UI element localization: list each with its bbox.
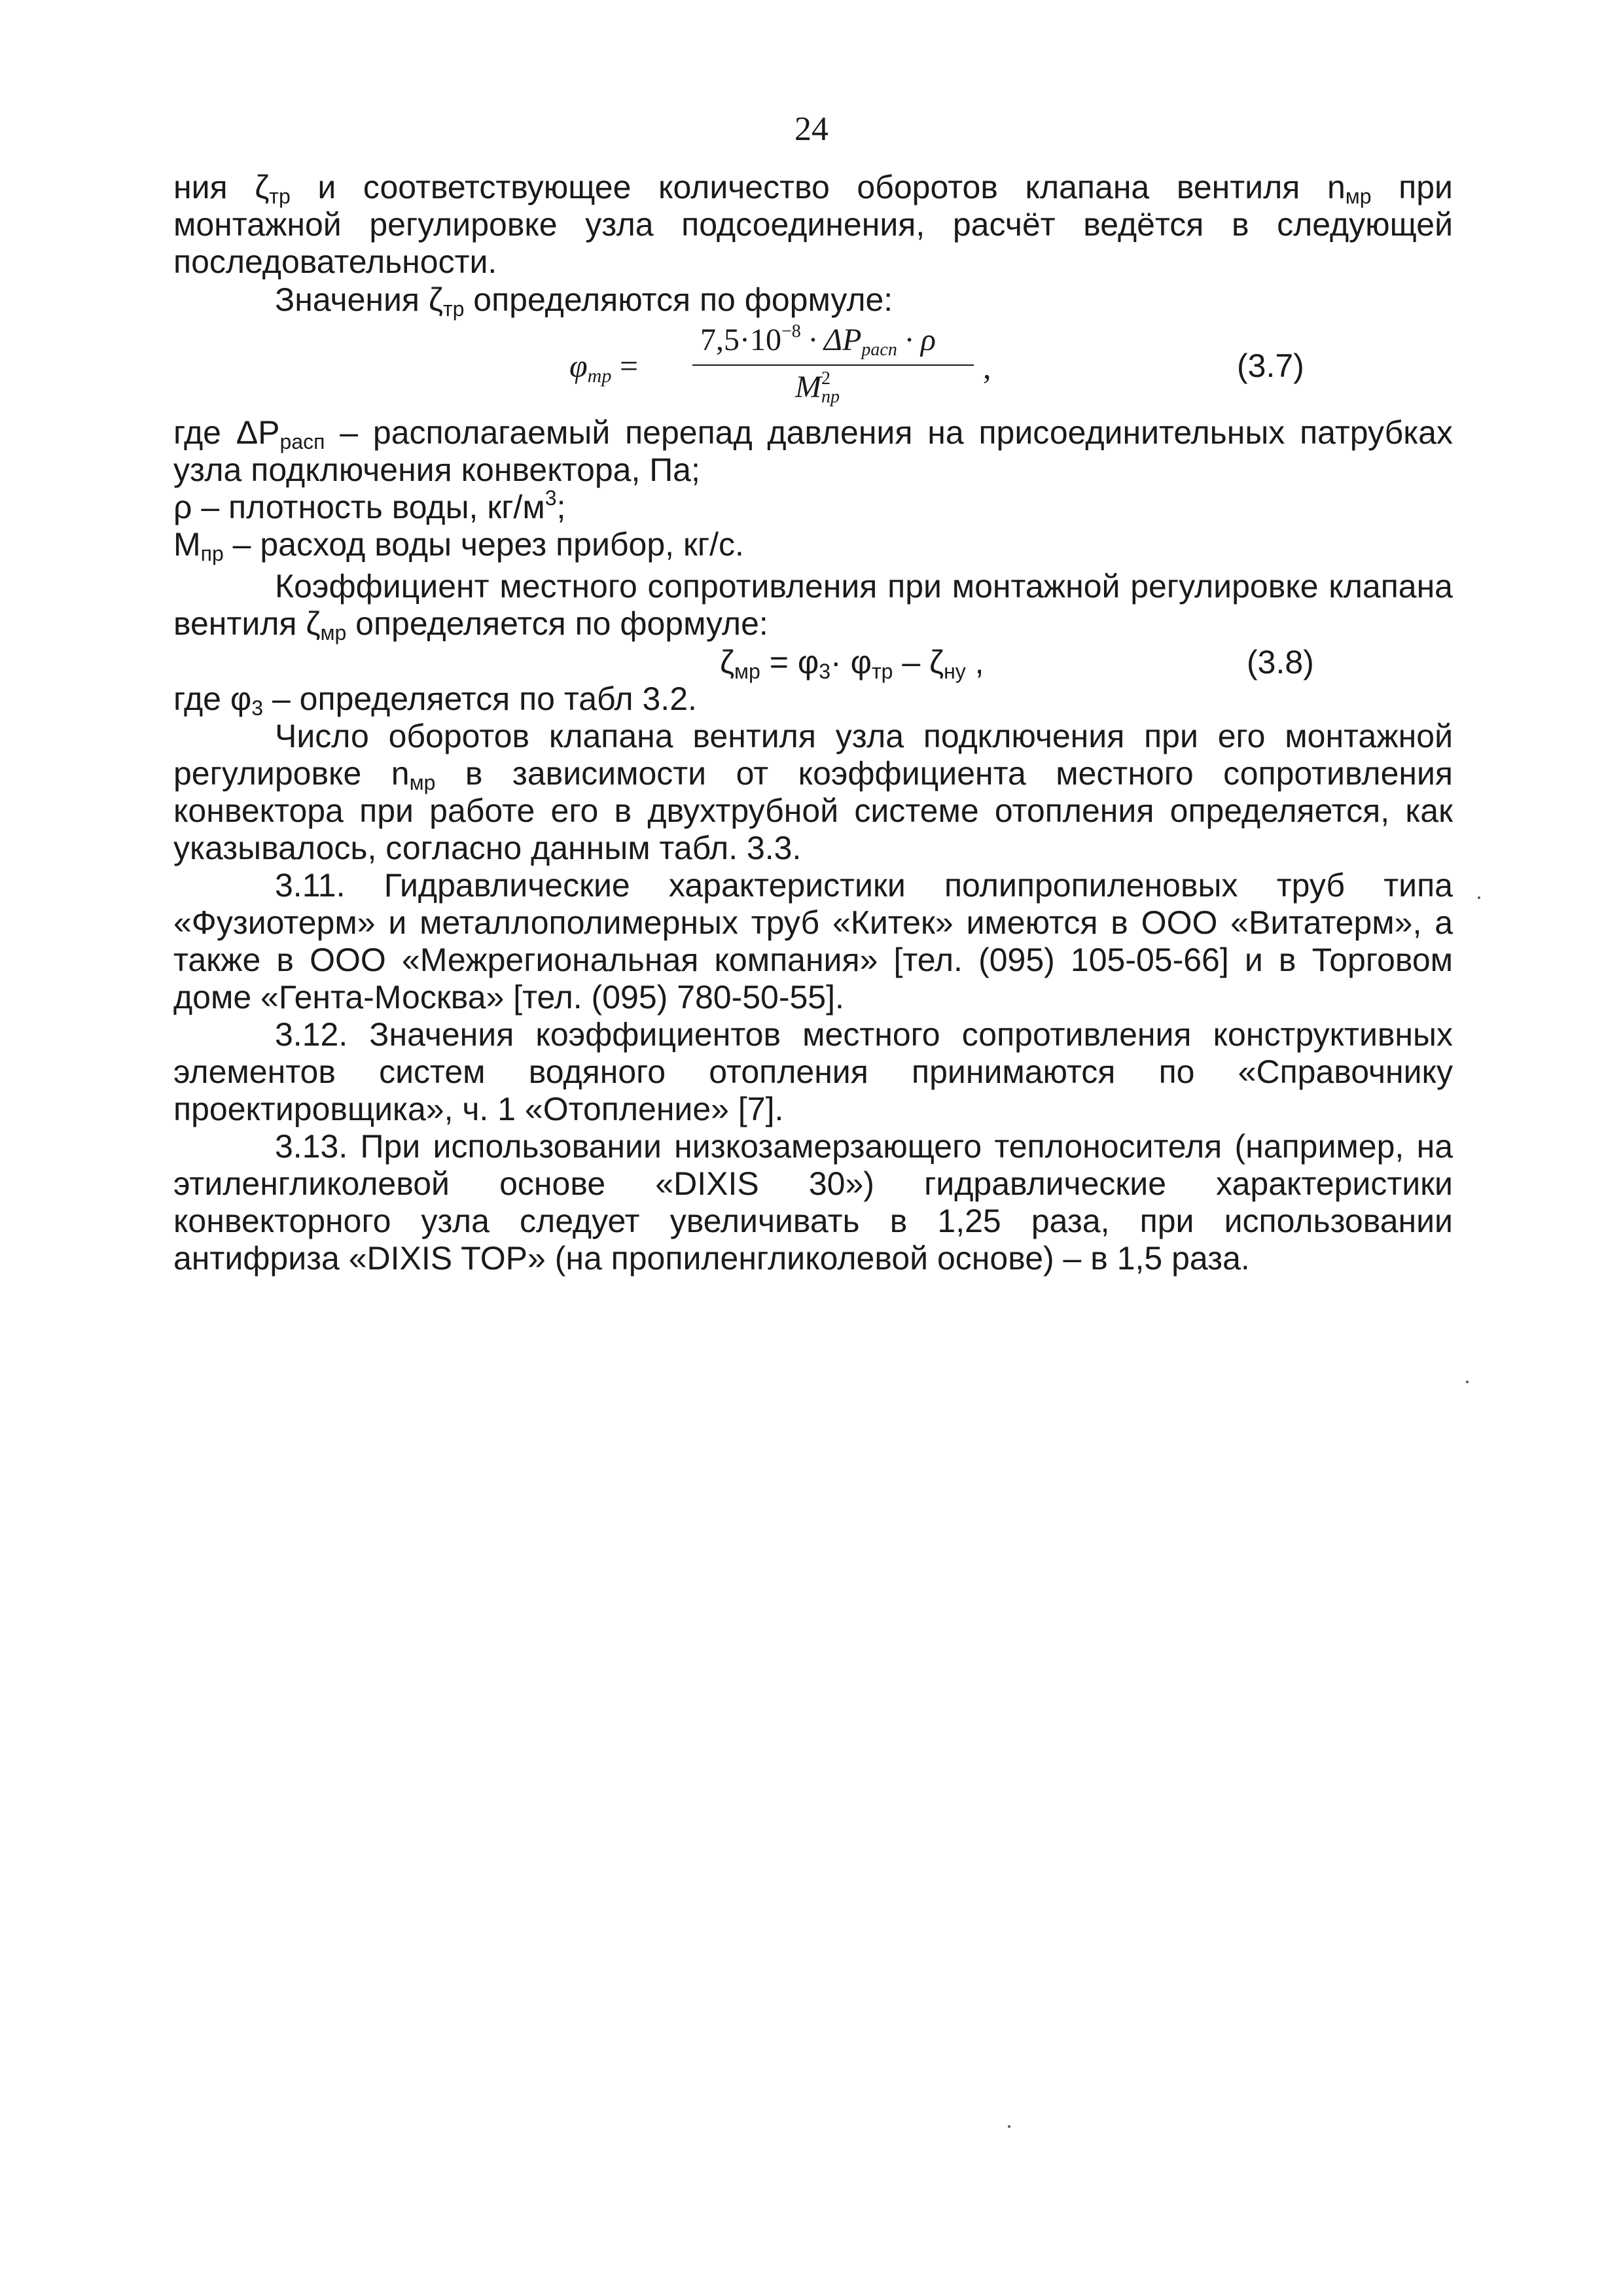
formula-comma: , <box>983 349 991 385</box>
definition-phi3: где $\varphi_3$ – определяется по табл 3.2. <box>173 680 697 720</box>
paragraph-3-12: 3.12. Значения коэффициентов местного сопротивления конструктивных элементов систем водяного отопления принимаются по «Справочнику проектировщика», ч. 1 «Отопление» [7]. <box>173 1016 1453 1127</box>
paragraph-local-resistance: Коэффициент местного сопротивления при монтажной регулировке клапана вентиля $\zeta_{мр}$ определяется по формуле: <box>173 568 1453 645</box>
paragraph-3-13: 3.13. При использовании низкозамерзающего теплоносителя (например, на этиленгликолевой основе «DIXIS 30») гидравлические характеристики конвекторного узла следует увеличивать в 1,25 раза, при использовании антифриза «DIXIS TOP» (на пропиленгликолевой основе) – в 1,5 раза. <box>173 1128 1453 1277</box>
formula-denominator: $M^2_{пр}$ <box>795 368 840 407</box>
scan-speck <box>1478 896 1480 899</box>
formula-lhs: $\varphi_{тр}$ = <box>569 347 639 387</box>
page-number: 24 <box>794 111 829 148</box>
definition-delta-p: где $\Delta P_{расп}$ – располагаемый перепад давления на присоединительных патрубках узла подключения конвектора, Па; <box>173 414 1453 488</box>
equation-number-3-7: (3.7) <box>1237 347 1304 384</box>
scan-speck <box>1466 1381 1469 1383</box>
definition-rho: ρ – плотность воды, $кг/м^3$; <box>173 486 566 525</box>
definition-m: $M_{пр}$ – расход воды через прибор, кг/с. <box>173 526 744 565</box>
formula-3-8: $\zeta_{мр} = \varphi_3\cdot \varphi_{тр} - \zeta_{ну}$ , <box>720 644 984 683</box>
paragraph-3-11: 3.11. Гидравлические характеристики полипропиленовых труб типа «Фузиотерм» и металлополимерных труб «Китек» имеются в ООО «Витатерм», а также в ООО «Межрегиональная компания» [тел. (095) 105-05-66] и в Торговом доме «Гента-Москва» [тел. (095) 780-50-55]. <box>173 867 1453 1016</box>
scan-speck <box>1008 2125 1010 2128</box>
paragraph-valve-turns: Число оборотов клапана вентиля узла подключения при его монтажной регулировке $n_{мр}$ в зависимости от коэффициента местного сопротивления конвектора при работе его в двухтрубной системе отопления определяется, как указывалось, согласно данным табл. 3.3. <box>173 718 1453 866</box>
formula-3-7 <box>569 321 991 407</box>
paragraph-zeta-values: Значения $\zeta_{тр}$ определяются по формуле: <box>275 281 893 321</box>
equation-number-3-8: (3.8) <box>1247 644 1314 680</box>
formula-numerator: $7,5\cdot 10^{-8} \cdot \Delta P_{расп} \cdot \rho$ <box>700 321 936 360</box>
fraction-line <box>692 364 974 366</box>
paragraph-intro: ния $\zeta_{тр}$ и соответствующее количество оборотов клапана вентиля $n_{мр}$ при монтажной регулировке узла подсоединения, расчёт ведётся в следующей последовательности. <box>173 169 1453 280</box>
